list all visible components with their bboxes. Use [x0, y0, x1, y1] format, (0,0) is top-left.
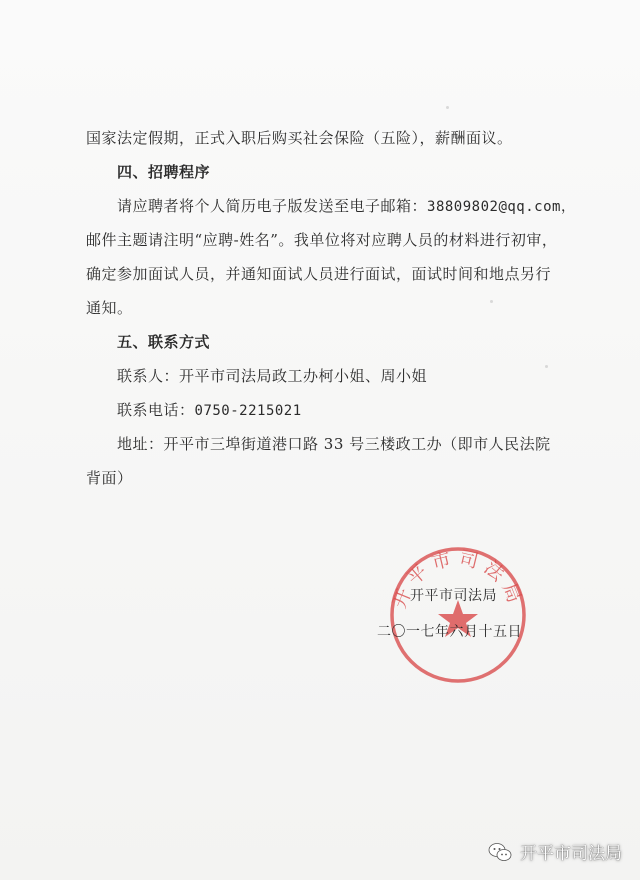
procedure-line-3: 确定参加面试人员，并通知面试人员进行面试，面试时间和地点另行	[86, 265, 552, 283]
procedure-line-2: 邮件主题请注明“应聘-姓名”。我单位将对应聘人员的材料进行初审，	[86, 231, 558, 249]
official-seal	[383, 540, 533, 690]
scan-speck	[545, 365, 548, 368]
signature-date: 二〇一七年六月十五日	[377, 624, 522, 640]
scan-speck	[490, 300, 493, 303]
wechat-account-name: 开平市司法局	[520, 844, 622, 864]
address-line-2: 背面）	[86, 469, 133, 487]
wechat-account-watermark	[488, 839, 622, 864]
procedure-line-4: 通知。	[86, 299, 133, 317]
scan-speck	[446, 106, 449, 109]
contact-person: 联系人：开平市司法局政工办柯小姐、周小姐	[117, 367, 428, 385]
section-title-contact: 五、联系方式	[117, 333, 211, 351]
contact-phone-label: 联系电话：	[117, 401, 195, 419]
procedure-line-1-text: 请应聘者将个人简历电子版发送至电子邮箱：	[117, 197, 428, 215]
procedure-line-1	[117, 196, 575, 217]
address-line-1: 地址：开平市三埠街道港口路 33 号三楼政工办（即市人民法院	[117, 435, 551, 453]
contact-phone-line	[117, 400, 302, 421]
contact-phone-number: 0750-2215021	[194, 403, 302, 419]
signature-organization: 开平市司法局	[410, 588, 497, 604]
svg-text:开平市司法局: 开平市司法局	[388, 547, 528, 612]
wechat-icon	[488, 841, 512, 863]
text-line: 国家法定假期，正式入职后购买社会保险（五险），薪酬面议。	[86, 129, 513, 147]
section-title-recruitment-procedure: 四、招聘程序	[117, 163, 211, 181]
email-address: 38809802@qq.com，	[427, 199, 576, 215]
